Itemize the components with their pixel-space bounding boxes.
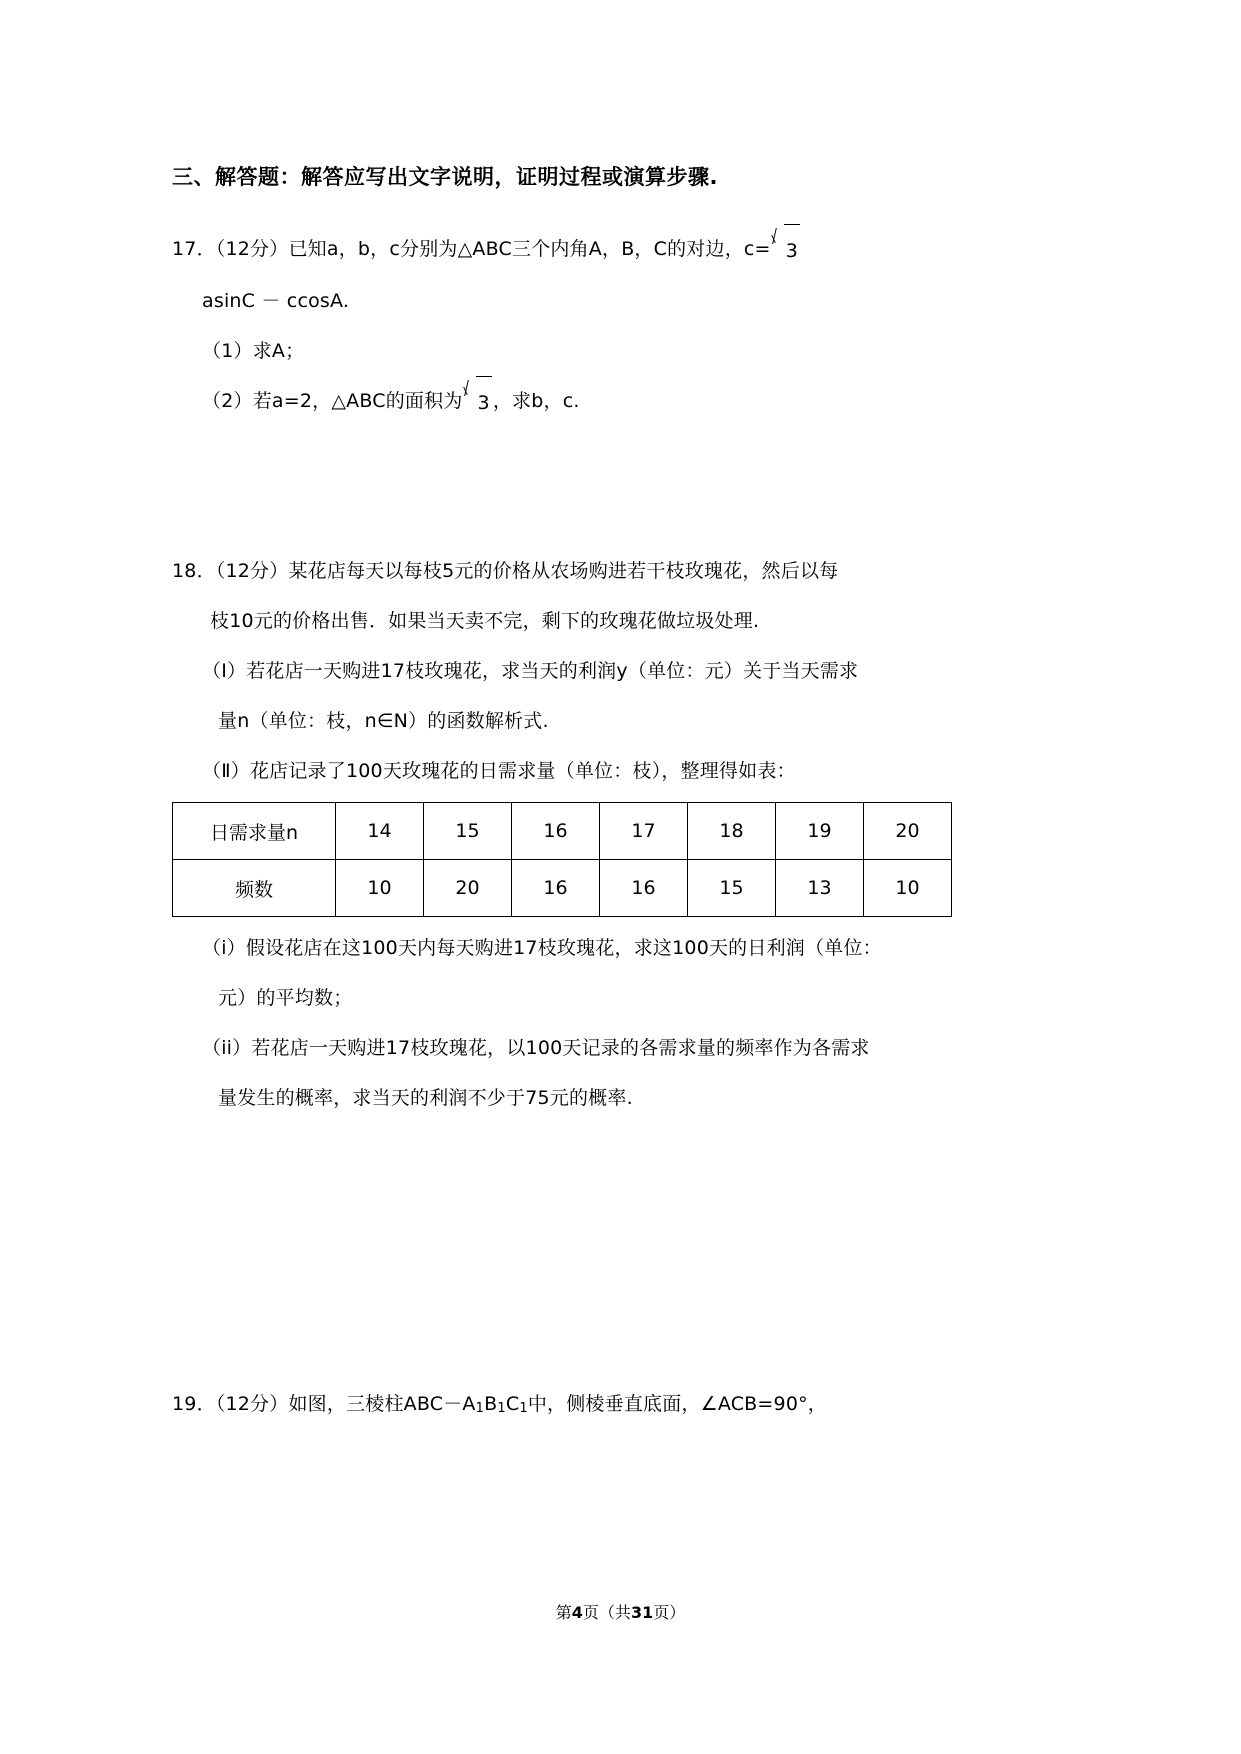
sqrt-icon <box>772 224 800 276</box>
question-19-text-c: C <box>505 1393 520 1415</box>
question-17-part-2-b: △ABC的面积为 <box>331 390 463 412</box>
question-17-line-2: asinC － ccosA. <box>202 290 350 312</box>
table-cell-demand-3: 17 <box>600 803 688 860</box>
table-row-demand <box>173 803 952 860</box>
table-cell-frequency-2: 16 <box>512 860 600 917</box>
footer-suffix: 页） <box>653 1603 686 1622</box>
table-cell-demand-4: 18 <box>688 803 776 860</box>
table-rowhead-demand: 日需求量n <box>173 803 336 860</box>
question-19-text-b: B <box>484 1393 498 1415</box>
question-19-number: 19． <box>172 1393 216 1415</box>
question-17-part-1: （1）求A； <box>202 340 305 362</box>
spacer-after-q18 <box>172 1123 962 1323</box>
question-17-text-a: 已知a，b，c分别为△ABC三个内角A，B，C的对边， <box>288 238 744 260</box>
page-content <box>172 160 962 1434</box>
question-18-part-II-line-1: （Ⅱ）花店记录了100天玫瑰花的日需求量（单位：枝），整理得如表： <box>202 760 796 782</box>
table-cell-demand-5: 19 <box>776 803 864 860</box>
question-19-sub-1: 1 <box>475 1401 485 1416</box>
question-18 <box>172 546 962 1123</box>
table-cell-demand-1: 15 <box>424 803 512 860</box>
question-17-part-2 <box>172 376 962 428</box>
question-18-score: （12分） <box>215 560 289 582</box>
question-18-part-i-line-2: 元）的平均数； <box>218 987 353 1009</box>
question-18-number: 18． <box>172 560 216 582</box>
question-17-text-b: c= <box>743 238 771 260</box>
question-19-score: （12分） <box>215 1393 289 1415</box>
question-18-line-2: 枝10元的价格出售．如果当天卖不完，剩下的玫瑰花做垃圾处理. <box>210 610 760 632</box>
spacer-after-q17 <box>172 428 962 546</box>
question-18-text: 某花店每天以每枝5元的价格从农场购进若干枝玫瑰花，然后以每 <box>288 560 839 582</box>
question-18-part-I-line-2: 量n（单位：枝，n∈N）的函数解析式. <box>218 710 549 732</box>
table-cell-frequency-5: 13 <box>776 860 864 917</box>
table-cell-frequency-1: 20 <box>424 860 512 917</box>
question-19 <box>172 1379 962 1434</box>
table-rowhead-frequency: 频数 <box>173 860 336 917</box>
question-18-part-ii-line-1: （ii）若花店一天购进17枝玫瑰花，以100天记录的各需求量的频率作为各需求 <box>202 1037 870 1059</box>
footer-page-number: 4 <box>571 1603 583 1622</box>
question-18-part-i-line-1: （i）假设花店在这100天内每天购进17枝玫瑰花，求这100天的日利润（单位： <box>202 937 882 959</box>
question-17-score: （12分） <box>215 238 289 260</box>
table-cell-frequency-0: 10 <box>336 860 424 917</box>
section-heading: 三、解答题：解答应写出文字说明，证明过程或演算步骤. <box>172 165 718 189</box>
question-17-part-2-c: ，求b，c. <box>492 390 580 412</box>
table-body <box>173 803 952 917</box>
question-19-text-a: 如图，三棱柱ABC－A <box>288 1393 476 1415</box>
table-cell-frequency-4: 15 <box>688 860 776 917</box>
footer-prefix: 第 <box>555 1603 572 1622</box>
question-17-line-1 <box>172 224 962 276</box>
spacer-before-q19 <box>172 1323 962 1379</box>
table-row-frequency <box>173 860 952 917</box>
question-19-sub-3: 1 <box>519 1401 528 1416</box>
question-17 <box>172 224 962 428</box>
question-18-part-I-line-1: （Ⅰ）若花店一天购进17枝玫瑰花，求当天的利润y（单位：元）关于当天需求 <box>202 660 859 682</box>
question-18-line-1 <box>172 546 962 596</box>
question-18-part-ii-line-2: 量发生的概率，求当天的利润不少于75元的概率. <box>218 1087 633 1109</box>
question-19-sub-2: 1 <box>497 1401 506 1416</box>
question-19-line-1 <box>172 1379 962 1434</box>
table-cell-demand-6: 20 <box>864 803 952 860</box>
demand-frequency-table <box>172 802 952 917</box>
table-cell-demand-2: 16 <box>512 803 600 860</box>
table-cell-demand-0: 14 <box>336 803 424 860</box>
question-17-number: 17． <box>172 238 216 260</box>
footer-total-pages: 31 <box>630 1603 654 1622</box>
question-17-part-2-radicand: 3 <box>476 376 492 428</box>
table-cell-frequency-6: 10 <box>864 860 952 917</box>
footer-middle: 页（共 <box>582 1603 631 1622</box>
question-17-part-2-a: （2）若a=2， <box>202 390 332 412</box>
question-17-radicand: 3 <box>784 224 800 276</box>
page-footer <box>0 1600 1241 1623</box>
table-cell-frequency-3: 16 <box>600 860 688 917</box>
question-19-text-d: 中，侧棱垂直底面，∠ACB=90°， <box>527 1393 828 1415</box>
sqrt-icon <box>464 376 492 428</box>
